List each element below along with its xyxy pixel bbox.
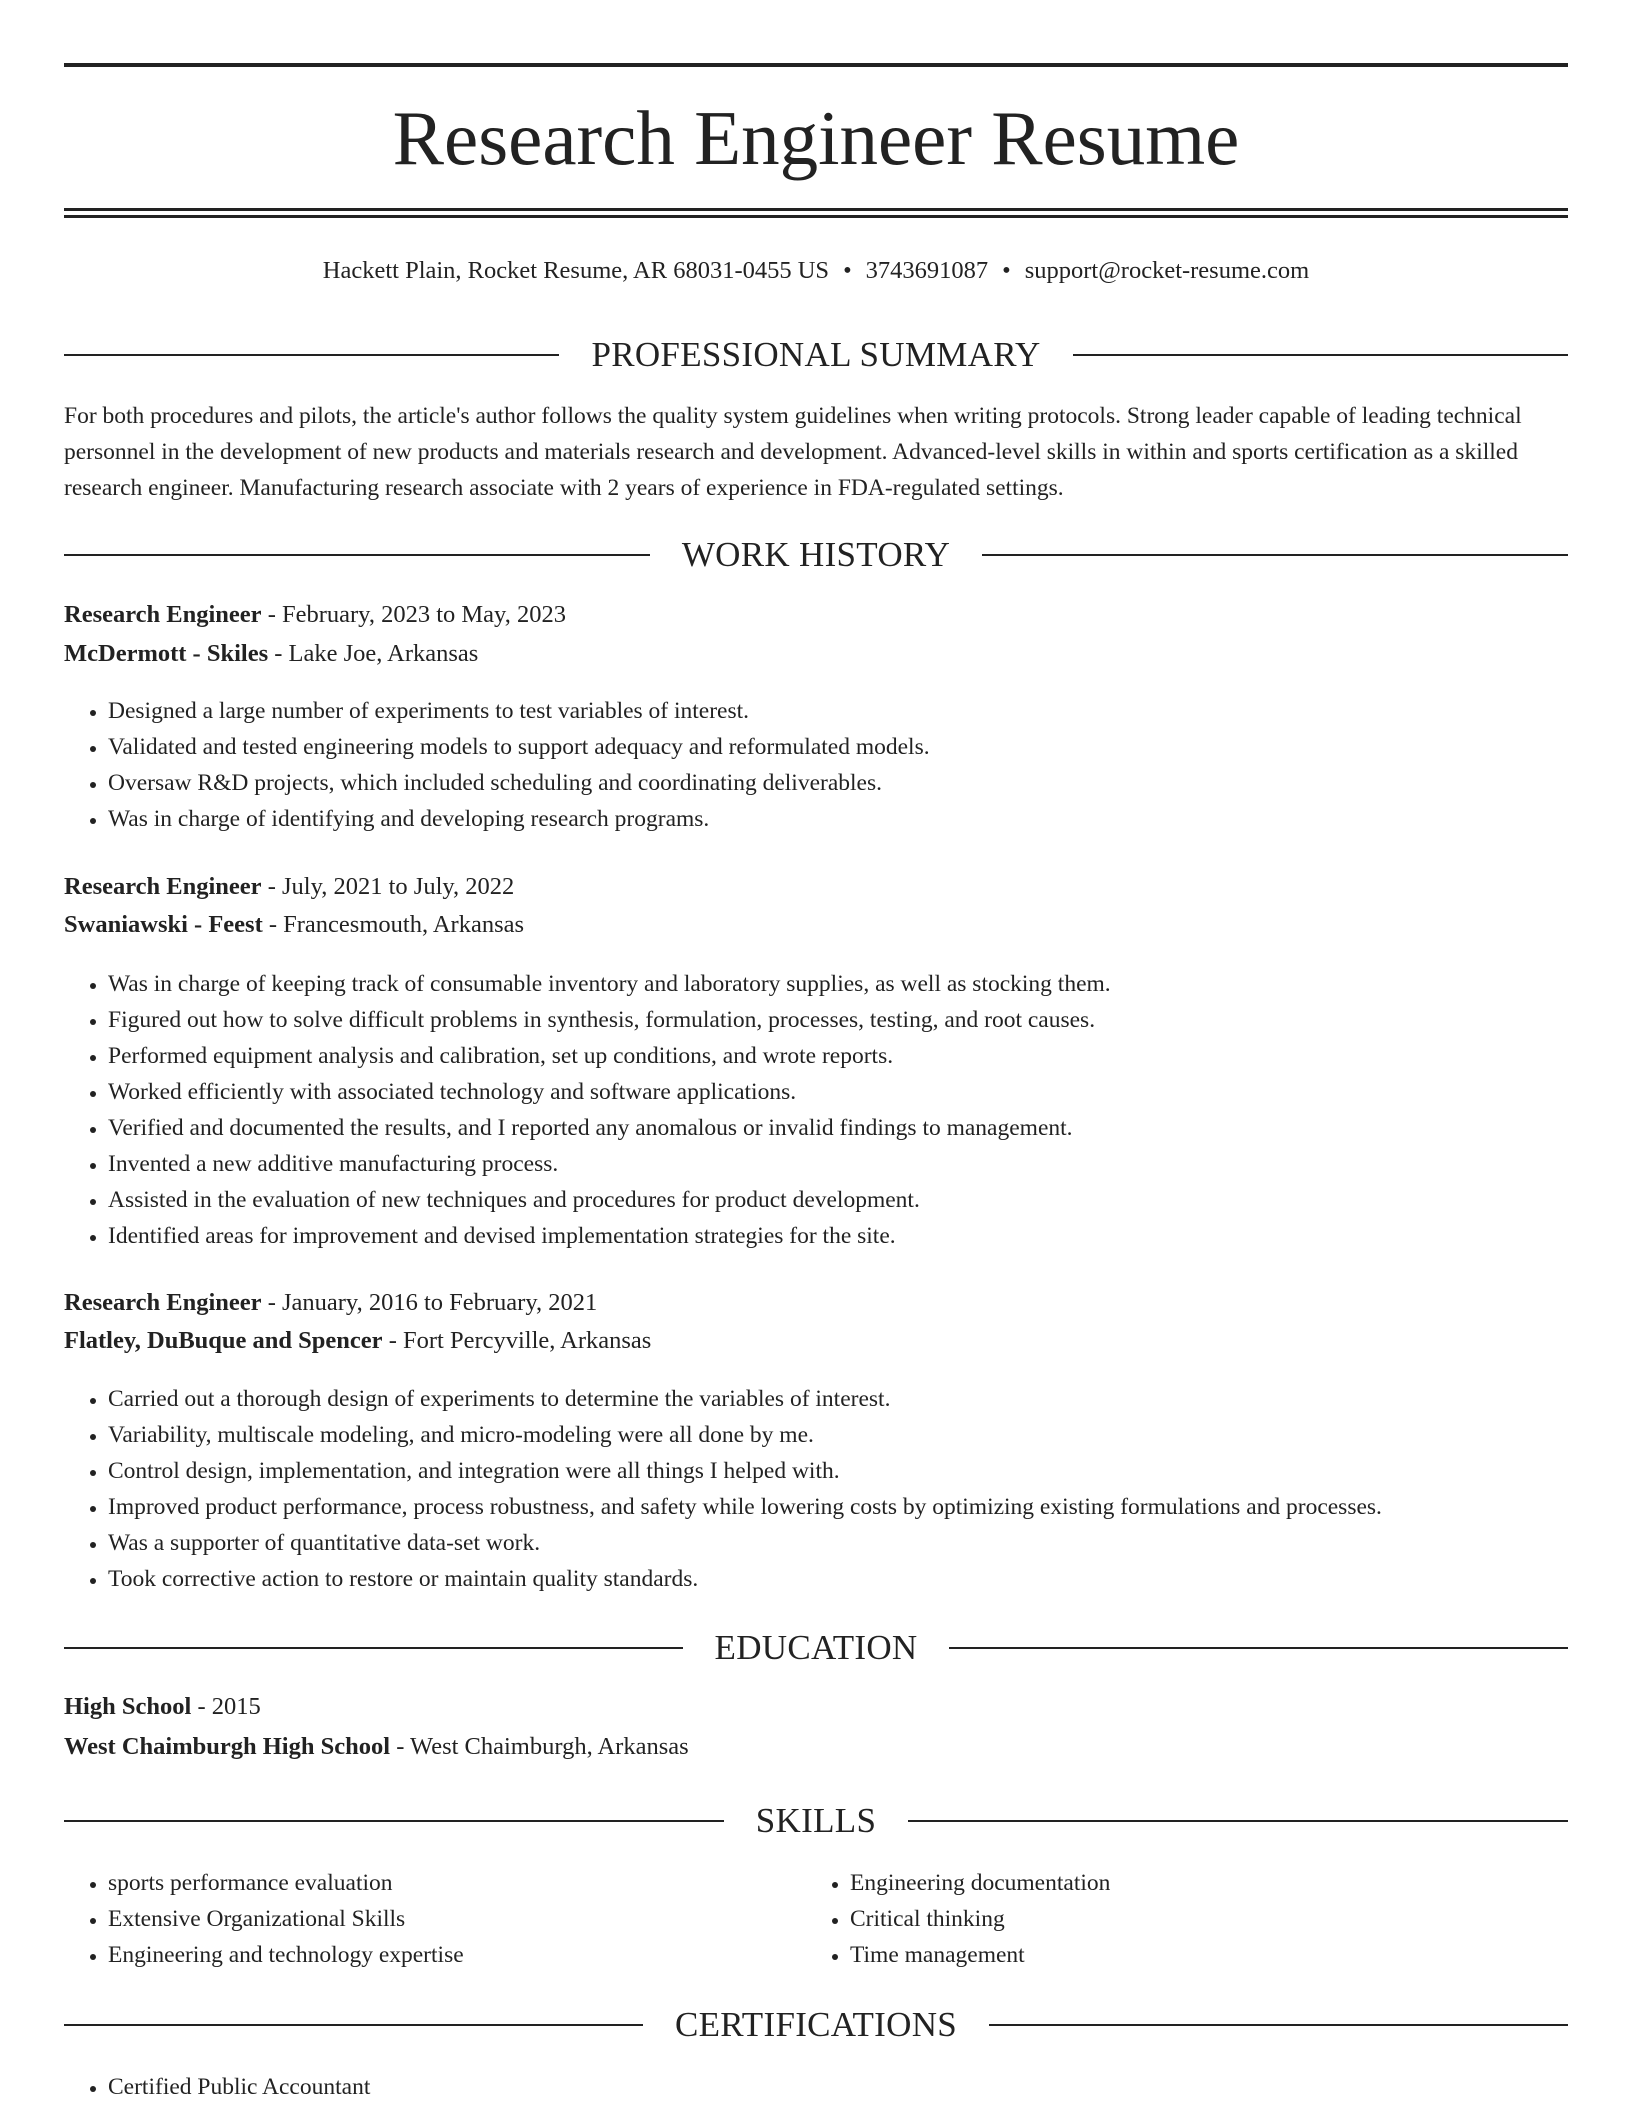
contact-address: Hackett Plain, Rocket Resume, AR 68031-0455 US — [322, 257, 830, 284]
divider-line — [1073, 354, 1568, 356]
contact-phone: 3743691087 — [865, 257, 989, 284]
list-item: • Control design, implementation, and integration were all things I helped with. — [108, 1453, 1382, 1489]
list-item: • Was in charge of keeping track of consumable inventory and laboratory supplies, as well as stocking them. — [108, 966, 1111, 1002]
section-header-skills — [64, 1799, 1568, 1843]
education-school-line — [64, 1729, 1568, 1765]
section-header-summary — [64, 333, 1568, 377]
list-item: • Designed a large number of experiments to test variables of interest. — [108, 693, 930, 729]
list-item: • Validated and tested engineering models to support adequacy and reformulated models. — [108, 729, 930, 765]
divider-line — [989, 2024, 1568, 2026]
job-company: Flatley, DuBuque and Spencer — [64, 1327, 383, 1354]
contact-separator: • — [843, 257, 852, 284]
job-company-line — [64, 1323, 1568, 1359]
job-company-line — [64, 636, 1568, 672]
resume-title: Research Engineer Resume — [392, 95, 1240, 181]
contact-line — [64, 254, 1568, 288]
list-item: • Verified and documented the results, and I reported any anomalous or invalid findings to management. — [108, 1110, 1111, 1146]
top-rule — [64, 63, 1568, 67]
section-header-work — [64, 533, 1568, 577]
list-item: • Figured out how to solve difficult problems in synthesis, formulation, processes, testing, and root causes. — [108, 1002, 1111, 1038]
list-item: • Critical thinking — [850, 1901, 1110, 1937]
list-item: • Extensive Organizational Skills — [108, 1901, 464, 1937]
list-item: • Time management — [850, 1937, 1110, 1973]
education-degree-line — [64, 1689, 1568, 1725]
divider-line — [64, 2024, 643, 2026]
job-dates: - July, 2021 to July, 2022 — [261, 873, 515, 900]
section-header-education — [64, 1626, 1568, 1670]
list-item: • Identified areas for improvement and devised implementation strategies for the site. — [108, 1218, 1111, 1254]
section-title: PROFESSIONAL SUMMARY — [591, 335, 1041, 374]
list-item: • Assisted in the evaluation of new techniques and procedures for product development. — [108, 1182, 1111, 1218]
contact-email: support@rocket-resume.com — [1024, 257, 1310, 284]
job-title: Research Engineer — [64, 601, 262, 628]
job-company-line — [64, 907, 1568, 943]
section-title: EDUCATION — [714, 1628, 918, 1667]
summary-text: For both procedures and pilots, the article's author follows the quality system guidelines when writing protocols. Strong leader capable of leading technical personnel in the development of new products and materials research and development. Advanced-level skills in within and sports certification as a skilled research engineer. Manufacturing research associate with 2 years of experience in FDA-regulated settings. — [64, 403, 1522, 501]
education-degree: High School — [64, 1693, 192, 1720]
job-title-line — [64, 1285, 1568, 1321]
list-item: • Engineering and technology expertise — [108, 1937, 464, 1973]
job-location: - Fort Percyville, Arkansas — [382, 1327, 652, 1354]
education-location: - West Chaimburgh, Arkansas — [390, 1733, 689, 1760]
divider-line — [64, 554, 650, 556]
list-item: • Performed equipment analysis and calibration, set up conditions, and wrote reports. — [108, 1038, 1111, 1074]
list-item: • Invented a new additive manufacturing process. — [108, 1146, 1111, 1182]
job-title: Research Engineer — [64, 1289, 262, 1316]
education-year: - 2015 — [191, 1693, 261, 1720]
certifications-list — [64, 2069, 370, 2105]
divider-line — [908, 1820, 1568, 1822]
list-item: • Worked efficiently with associated technology and software applications. — [108, 1074, 1111, 1110]
title-rule-upper — [64, 208, 1568, 211]
divider-line — [64, 1647, 683, 1649]
job-bullets — [64, 693, 930, 837]
divider-line — [949, 1647, 1568, 1649]
divider-line — [64, 1820, 724, 1822]
list-item: • Oversaw R&D projects, which included scheduling and coordinating deliverables. — [108, 765, 930, 801]
job-title-line — [64, 597, 1568, 633]
list-item: • Took corrective action to restore or maintain quality standards. — [108, 1561, 1382, 1597]
education-school: West Chaimburgh High School — [64, 1733, 391, 1760]
job-dates: - January, 2016 to February, 2021 — [261, 1289, 598, 1316]
job-bullets — [64, 966, 1111, 1254]
list-item: • Variability, multiscale modeling, and micro-modeling were all done by me. — [108, 1417, 1382, 1453]
job-company: McDermott - Skiles — [64, 640, 269, 667]
list-item: • Was in charge of identifying and developing research programs. — [108, 801, 930, 837]
job-company: Swaniawski - Feest — [64, 911, 263, 938]
job-bullets — [64, 1381, 1382, 1597]
list-item: • Carried out a thorough design of experiments to determine the variables of interest. — [108, 1381, 1382, 1417]
list-item: • Certified Public Accountant — [108, 2069, 370, 2105]
job-title: Research Engineer — [64, 873, 262, 900]
job-location: - Francesmouth, Arkansas — [262, 911, 525, 938]
job-location: - Lake Joe, Arkansas — [268, 640, 479, 667]
list-item: • Was a supporter of quantitative data-set work. — [108, 1525, 1382, 1561]
divider-line — [64, 354, 559, 356]
title-rule-lower — [64, 215, 1568, 218]
section-title: SKILLS — [755, 1801, 877, 1840]
contact-separator: • — [1002, 257, 1011, 284]
job-dates: - February, 2023 to May, 2023 — [261, 601, 566, 628]
skills-list-right — [806, 1865, 1110, 1973]
list-item: • sports performance evaluation — [108, 1865, 464, 1901]
list-item: • Improved product performance, process robustness, and safety while lowering costs by optimizing existing formulations and processes. — [108, 1489, 1382, 1525]
skills-list-left — [64, 1865, 464, 1973]
job-title-line — [64, 869, 1568, 905]
divider-line — [982, 554, 1568, 556]
list-item: • Engineering documentation — [850, 1865, 1110, 1901]
section-title: CERTIFICATIONS — [674, 2005, 958, 2044]
section-title: WORK HISTORY — [681, 535, 951, 574]
section-header-certifications — [64, 2003, 1568, 2047]
